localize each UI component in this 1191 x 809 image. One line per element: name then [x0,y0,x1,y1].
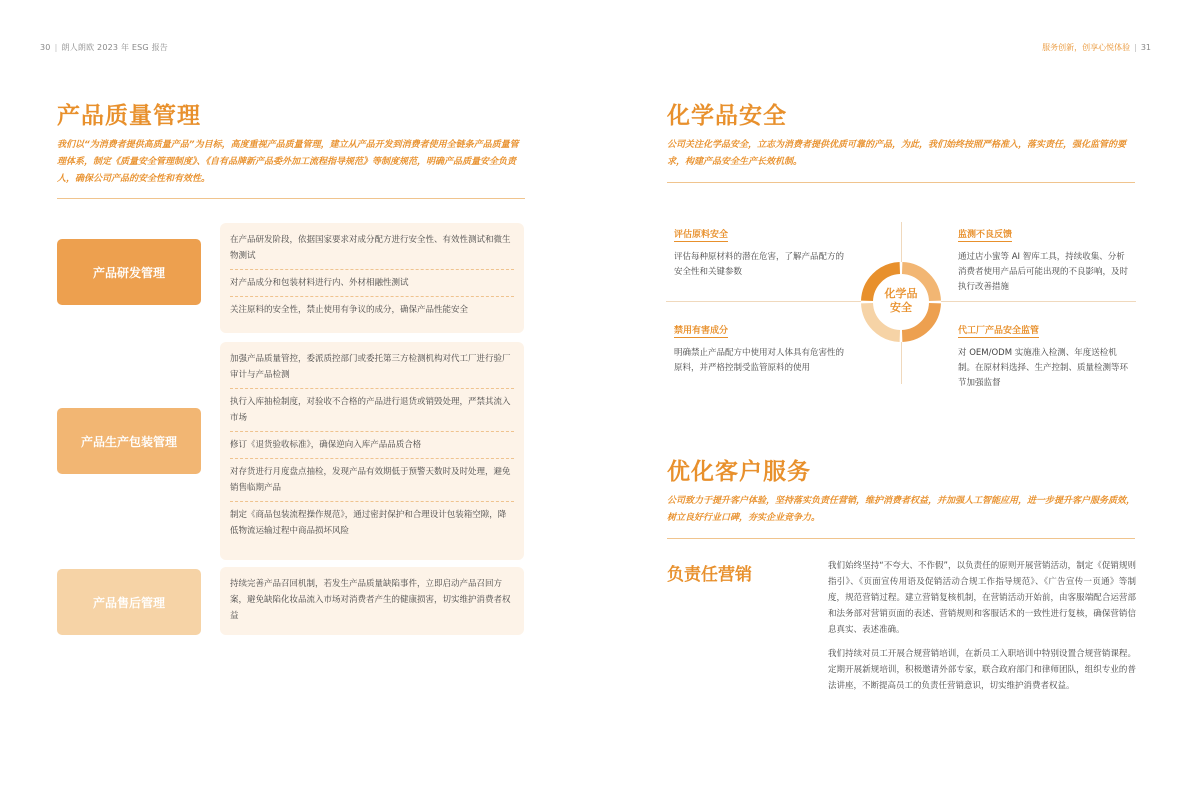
chem-block-text: 对 OEM/ODM 实施准入检测、年度送检机制。在原材料选择、生产控制、质量检测等环节加强监督 [958,348,1129,388]
chem-block-text: 通过店小蜜等 AI 智库工具，持续收集、分析消费者使用产品后可能出现的不良影响，及时执行改善措施 [958,252,1129,292]
list-item: 执行入库抽检制度，对验收不合格的产品进行退货或销毁处理，严禁其流入市场 [230,389,514,432]
quality-title: 产品质量管理 [57,103,201,129]
chemical-intro: 公司关注化学品安全，立志为消费者提供优质可靠的产品，为此，我们始终按照严格准入，落实责任，强化监管的要求，构建产品安全生产长效机制。 [667,140,1127,167]
service-title: 优化客户服务 [667,459,811,485]
chemical-title: 化学品安全 [667,103,787,129]
running-header-left [40,42,168,53]
divider [667,182,1135,183]
list-item: 在产品研发阶段，依据国家要求对成分配方进行安全性、有效性测试和微生物测试 [230,227,514,270]
marketing-paragraph-1: 我们始终坚持“不夸大、不作假”，以负责任的原则开展营销活动，制定《促销规则指引》、《页面宣传用语及促销活动合规工作指导规范》、《广告宣传一页通》等制度，规范营销过程。建立营销复核机制，在营销活动开始前，由客服端配合运营部和法务部对营销页面的表述、营销规则和客服话术的一致性进行复核，确保营销信息真实、表述准确。 [828,561,1136,635]
donut-label-line1: 化学品 [884,287,918,300]
section-title-header: 服务创新，创享心悦体验 [1042,43,1131,52]
chem-block-raw-material [674,222,849,280]
list-item: 对存货进行月度盘点抽检，发现产品有效期低于预警天数时及时处理，避免销售临期产品 [230,459,514,502]
running-header-right [1042,42,1151,53]
page-number-left: 30 [40,43,51,52]
donut-label-line2: 安全 [890,301,912,314]
after-sales-details-panel [220,567,524,635]
production-details-panel [220,342,524,560]
marketing-paragraph-2: 我们持续对员工开展合规营销培训，在新员工入职培训中特别设置合规营销课程。定期开展新规培训，积极邀请外部专家，联合政府部门和律师团队，组织专业的普法讲座，不断提高员工的负责任营销意识，切实维护消费者权益。 [828,649,1136,691]
list-item: 对产品成分和包装材料进行内、外材相融性测试 [230,270,514,297]
list-item: 修订《退货验收标准》，确保逆向入库产品品质合格 [230,432,514,459]
chem-block-banned [674,318,849,376]
category-rd-management: 产品研发管理 [57,239,201,305]
category-after-sales: 产品售后管理 [57,569,201,635]
header-separator: | [54,43,58,52]
header-separator: | [1134,43,1137,52]
chem-block-title: 禁用有害成分 [674,323,728,338]
page-number-right: 31 [1140,43,1151,52]
chemical-safety-donut [861,262,941,342]
divider [667,538,1135,539]
list-item: 关注原料的安全性，禁止使用有争议的成分，确保产品性能安全 [230,305,469,315]
list-item: 持续完善产品召回机制，若发生产品质量缺陷事件，立即启动产品召回方案，避免缺陷化妆品流入市场对消费者产生的健康损害，切实维护消费者权益 [230,579,511,621]
chem-block-feedback [958,222,1133,295]
chem-block-title: 代工厂产品安全监管 [958,323,1039,338]
divider [57,198,525,199]
list-item: 加强产品质量管控，委派质控部门或委托第三方检测机构对代工厂进行验厂审计与产品检测 [230,346,514,389]
service-intro: 公司致力于提升客户体验，坚持落实负责任营销，维护消费者权益，并加强人工智能应用，进一步提升客户服务质效，树立良好行业口碑，夯实企业竞争力。 [667,496,1136,523]
category-production-packaging: 产品生产包装管理 [57,408,201,474]
donut-center-label [861,287,941,315]
chem-block-title: 评估原料安全 [674,227,728,242]
chem-block-oem [958,318,1133,391]
chemical-safety-diagram [666,222,1136,388]
responsible-marketing-title: 负责任营销 [667,565,752,585]
rd-details-panel [220,223,524,333]
quality-intro: 我们以“为消费者提供高质量产品”为目标，高度重视产品质量管理，建立从产品开发到消费者使用全链条产品质量管理体系，制定《质量安全管理制度》、《自有品牌新产品委外加工流程指导规范》等制度规范，明确产品质量安全负责人，确保公司产品的安全性和有效性。 [57,140,519,184]
chem-block-text: 评估每种原材料的潜在危害，了解产品配方的安全性和关键参数 [674,252,845,277]
chem-block-title: 监测不良反馈 [958,227,1012,242]
chem-block-text: 明确禁止产品配方中使用对人体具有危害性的原料，并严格控制受监管原料的使用 [674,348,845,373]
report-title: 朗人朗欧 2023 年 ESG 报告 [61,43,168,52]
list-item: 制定《商品包装流程操作规范》，通过密封保护和合理设计包装箱空隙，降低物流运输过程中商品损坏风险 [230,510,507,536]
